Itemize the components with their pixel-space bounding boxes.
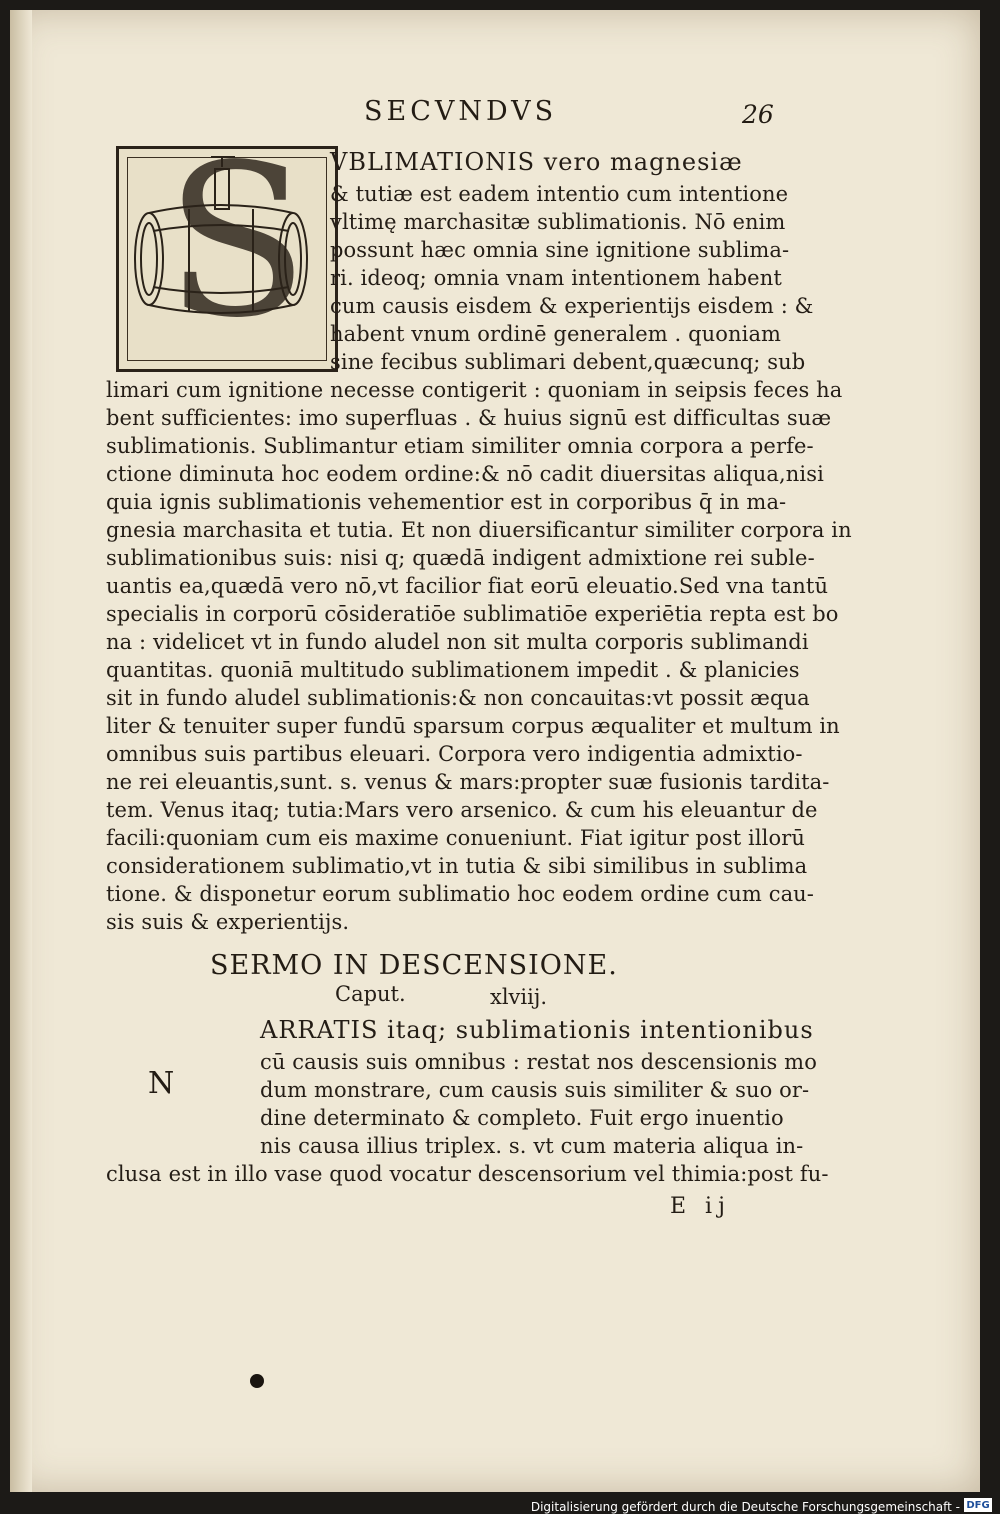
body-line: tem. Venus itaq; tutia:Mars vero arsenico. & cum his eleuantur de [106, 798, 818, 822]
footer-credit: Digitalisierung gefördert durch die Deutsche Forschungsgemeinschaft - [530, 1500, 960, 1514]
ink-dot [250, 1374, 264, 1388]
section-heading: SERMO IN DESCENSIONE. [210, 950, 618, 981]
body-line: na : videlicet vt in fundo aludel non sit multa corporis sublimandi [106, 630, 809, 654]
body-line: sublimationibus suis: nisi q; quædā indigent admixtione rei suble- [106, 546, 815, 570]
body-line: VBLIMATIONIS vero magnesiæ [330, 148, 743, 176]
body-line: sis suis & experientijs. [106, 910, 350, 934]
section-line: dine determinato & completo. Fuit ergo inuentio [260, 1106, 784, 1130]
body-line: bent sufficientes: imo superfluas . & huius signū est difficultas suæ [106, 406, 832, 430]
body-line: ri. ideoq; omnia vnam intentionem habent [330, 266, 782, 290]
decorated-initial [116, 119, 338, 372]
body-line: possunt hæc omnia sine ignitione sublima- [330, 238, 790, 262]
section-initial-letter: N [148, 1066, 175, 1101]
body-line: tione. & disponetur eorum sublimatio hoc eodem ordine cum cau- [106, 882, 815, 906]
body-line: quantitas. quoniā multitudo sublimationem impedit . & planicies [106, 658, 800, 682]
book-page [10, 10, 980, 1492]
body-line: specialis in corporū cōsideratiōe sublimatiōe experiētia repta est bo [106, 602, 839, 626]
body-line: ne rei eleuantis,sunt. s. venus & mars:propter suæ fusionis tardita- [106, 770, 830, 794]
section-line: clusa est in illo vase quod vocatur descensorium vel thimia:post fu- [106, 1162, 829, 1186]
body-line: sine fecibus sublimari debent,quæcunq; sub [330, 350, 806, 374]
section-line: ARRATIS itaq; sublimationis intentionibus [260, 1016, 814, 1044]
folio-number: 26 [742, 100, 774, 129]
body-line: vltimę marchasitæ sublimationis. Nō enim [330, 210, 786, 234]
dfg-logo: DFG [964, 1498, 992, 1512]
page-gutter-shadow [10, 10, 32, 1492]
body-line: cum causis eisdem & experientijs eisdem : & [330, 294, 814, 318]
caput-number: xlviij. [490, 985, 548, 1009]
body-line: facili:quoniam cum eis maxime conueniunt. Fiat igitur post illorū [106, 826, 805, 850]
body-line: & tutiæ est eadem intentio cum intentione [330, 182, 789, 206]
signature-mark: E ij [670, 1194, 731, 1219]
caput-label: Caput. [335, 982, 406, 1006]
running-head: SECVNDVS [364, 96, 558, 127]
body-line: sit in fundo aludel sublimationis:& non concauitas:vt possit æqua [106, 686, 810, 710]
section-line: cū causis suis omnibus : restat nos descensionis mo [260, 1050, 817, 1074]
body-line: habent vnum ordinē generalem . quoniam [330, 322, 782, 346]
body-line: quia ignis sublimationis vehementior est in corporibus q̄ in ma- [106, 490, 787, 514]
body-line: sublimationis. Sublimantur etiam similiter omnia corpora a perfe- [106, 434, 814, 458]
body-line: ctione diminuta hoc eodem ordine:& nō cadit diuersitas aliqua,nisi [106, 462, 824, 486]
initial-letter: S [165, 119, 309, 364]
body-line: gnesia marchasita et tutia. Et non diuersificantur similiter corpora in [106, 518, 852, 542]
body-line: omnibus suis partibus eleuari. Corpora vero indigentia admixtio- [106, 742, 803, 766]
body-line: liter & tenuiter super fundū sparsum corpus æqualiter et multum in [106, 714, 840, 738]
body-line: considerationem sublimatio,vt in tutia & sibi similibus in sublima [106, 854, 808, 878]
section-line: dum monstrare, cum causis suis similiter & suo or- [260, 1078, 810, 1102]
body-line: uantis ea,quædā vero nō,vt facilior fiat eorū eleuatio.Sed vna tantū [106, 574, 829, 598]
body-line: limari cum ignitione necesse contigerit : quoniam in seipsis feces ha [106, 378, 843, 402]
section-line: nis causa illius triplex. s. vt cum materia aliqua in- [260, 1134, 804, 1158]
